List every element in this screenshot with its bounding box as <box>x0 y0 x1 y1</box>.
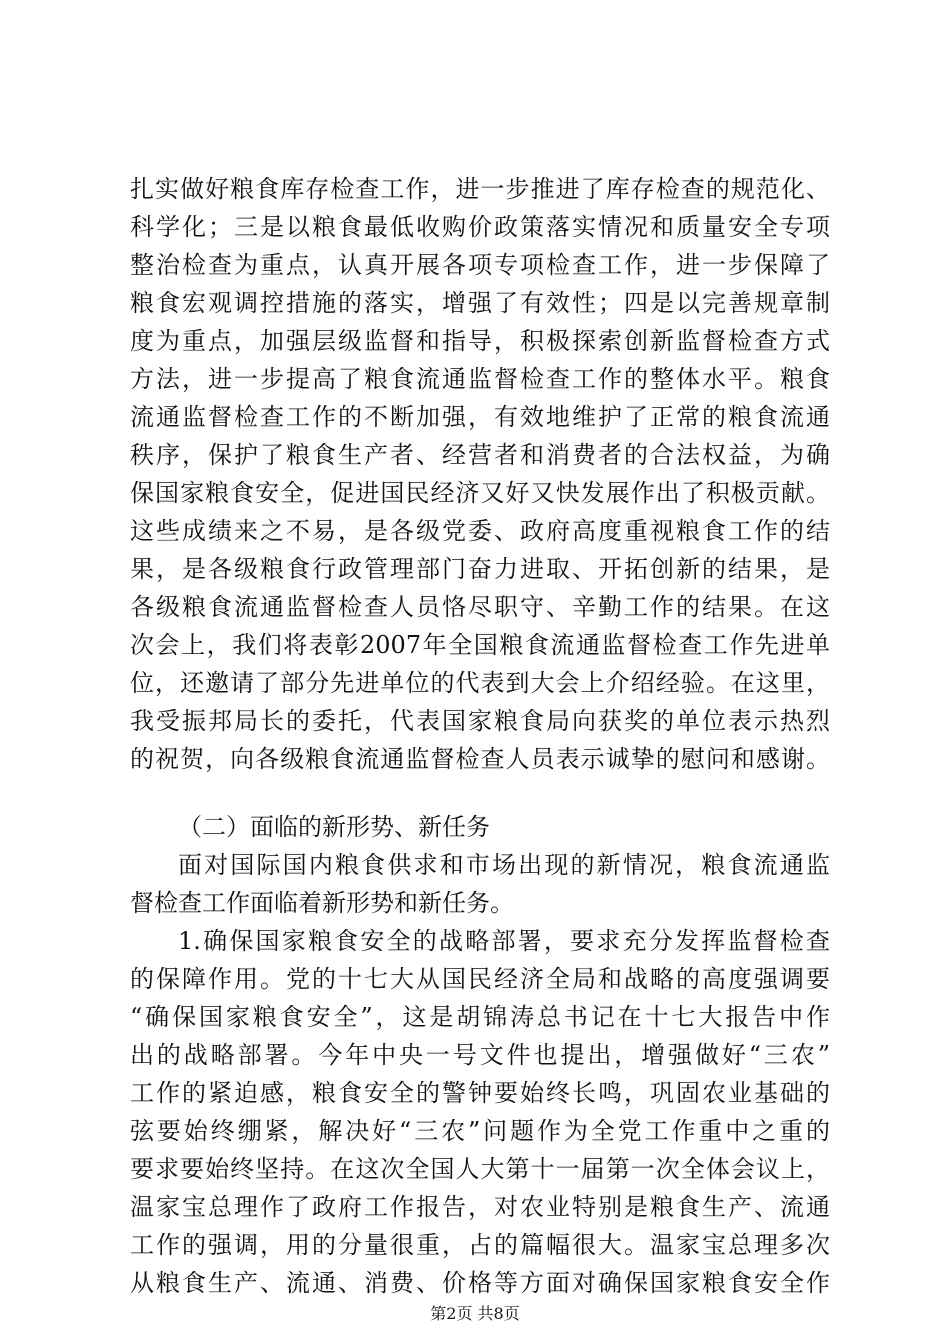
paragraph-line: 流通监督检查工作的不断加强，有效地维护了正常的粮食流通 <box>130 403 830 431</box>
paragraph-line: 要求要始终坚持。在这次全国人大第十一届第一次全体会议上， <box>130 1155 830 1183</box>
paragraph-line: 出的战略部署。今年中央一号文件也提出，增强做好“三农” <box>130 1041 830 1069</box>
paragraph-line: 位，还邀请了部分先进单位的代表到大会上介绍经验。在这里， <box>130 669 830 697</box>
paragraph-line: 科学化；三是以粮食最低收购价政策落实情况和质量安全专项 <box>130 213 830 241</box>
paragraph-line: 这些成绩来之不易，是各级党委、政府高度重视粮食工作的结 <box>130 517 830 545</box>
paragraph-line: 秩序，保护了粮食生产者、经营者和消费者的合法权益，为确 <box>130 441 830 469</box>
paragraph-line: “确保国家粮食安全”，这是胡锦涛总书记在十七大报告中作 <box>130 1003 830 1031</box>
paragraph-line: 温家宝总理作了政府工作报告，对农业特别是粮食生产、流通 <box>130 1193 830 1221</box>
paragraph-line: 督检查工作面临着新形势和新任务。 <box>130 889 514 917</box>
paragraph-line: 方法，进一步提高了粮食流通监督检查工作的整体水平。粮食 <box>130 365 830 393</box>
paragraph-line: 各级粮食流通监督检查人员恪尽职守、辛勤工作的结果。在这 <box>130 593 830 621</box>
paragraph-line: 度为重点，加强层级监督和指导，积极探索创新监督检查方式 <box>130 327 830 355</box>
paragraph-line: 工作的紧迫感，粮食安全的警钟要始终长鸣，巩固农业基础的 <box>130 1079 830 1107</box>
paragraph-line: 面对国际国内粮食供求和市场出现的新情况，粮食流通监 <box>178 851 830 879</box>
paragraph-line: 扎实做好粮食库存检查工作，进一步推进了库存检查的规范化、 <box>130 175 830 203</box>
section-heading: （二）面临的新形势、新任务 <box>178 813 490 841</box>
paragraph-line: 我受振邦局长的委托，代表国家粮食局向获奖的单位表示热烈 <box>130 707 830 735</box>
paragraph-line: 弦要始终绷紧，解决好“三农”问题作为全党工作重中之重的 <box>130 1117 830 1145</box>
paragraph-line: 粮食宏观调控措施的落实，增强了有效性；四是以完善规章制 <box>130 289 830 317</box>
paragraph-line: 保国家粮食安全，促进国民经济又好又快发展作出了积极贡献。 <box>130 479 830 507</box>
paragraph-line: 果，是各级粮食行政管理部门奋力进取、开拓创新的结果，是 <box>130 555 830 583</box>
paragraph-line: 的保障作用。党的十七大从国民经济全局和战略的高度强调要 <box>130 965 830 993</box>
paragraph-line: 的祝贺，向各级粮食流通监督检查人员表示诚挚的慰问和感谢。 <box>130 745 830 773</box>
paragraph-line: 整治检查为重点，认真开展各项专项检查工作，进一步保障了 <box>130 251 830 279</box>
paragraph-line: 次会上，我们将表彰2007年全国粮食流通监督检查工作先进单 <box>130 631 830 659</box>
page-number-footer: 第2页 共8页 <box>430 1304 520 1323</box>
paragraph-line: 1.确保国家粮食安全的战略部署，要求充分发挥监督检查 <box>178 927 830 955</box>
paragraph-line: 工作的强调，用的分量很重，占的篇幅很大。温家宝总理多次 <box>130 1231 830 1259</box>
paragraph-line: 从粮食生产、流通、消费、价格等方面对确保国家粮食安全作 <box>130 1269 830 1297</box>
